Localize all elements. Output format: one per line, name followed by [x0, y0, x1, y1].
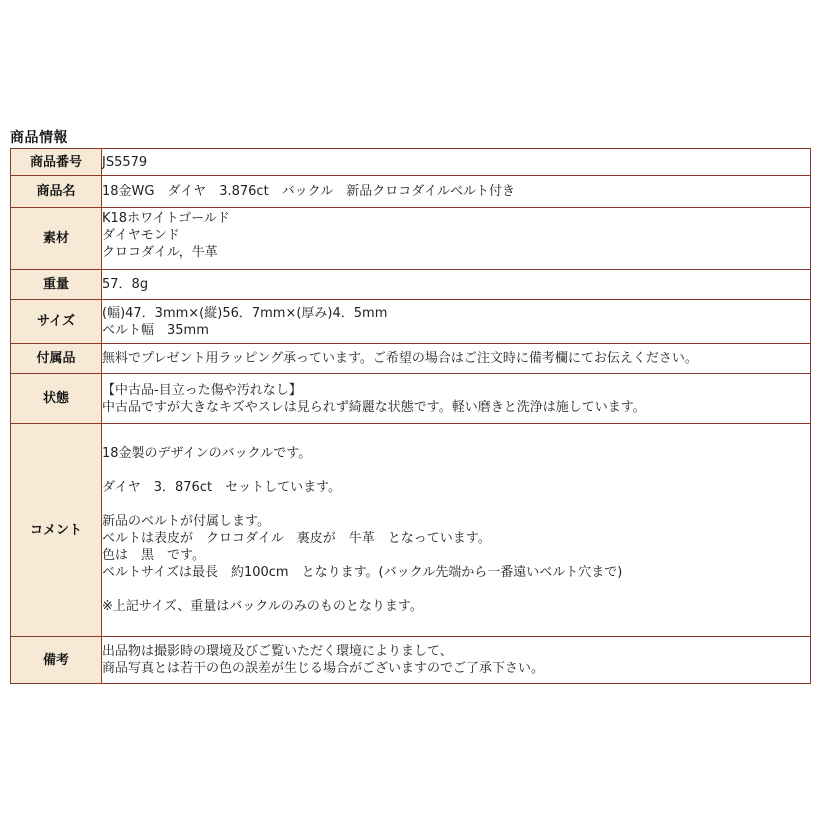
size-line: ベルト幅 35mm: [102, 322, 209, 338]
row-weight: [11, 270, 811, 300]
comment-line: 新品のベルトが付属します。: [102, 514, 270, 529]
value-comment: [102, 424, 811, 637]
value-condition: [102, 374, 811, 424]
condition-line: 【中古品-目立った傷や汚れなし】: [102, 382, 302, 398]
comment-spacer: [102, 581, 810, 598]
size-line: (幅)47．3mm×(縦)56．7mm×(厚み)4．5mm: [102, 305, 388, 321]
label-item-number: 商品番号: [11, 149, 102, 176]
remarks-line: 商品写真とは若干の色の誤差が生じる場合がございますのでご了承下さい。: [102, 661, 545, 676]
label-condition: 状態: [11, 374, 102, 424]
value-size: [102, 300, 811, 344]
material-line: K18ホワイトゴールド: [102, 211, 230, 226]
row-size: [11, 300, 811, 344]
value-item-number: JS5579: [102, 149, 811, 176]
row-comment: [11, 424, 811, 637]
comment-line: 色は 黒 です。: [102, 548, 205, 563]
comment-line: ※上記サイズ、重量はバックルのみのものとなります。: [102, 599, 423, 614]
value-item-name: 18金WG ダイヤ 3.876ct バックル 新品クロコダイルベルト付き: [102, 176, 811, 208]
row-material: [11, 208, 811, 270]
label-accessories: 付属品: [11, 344, 102, 374]
material-line: クロコダイル，牛革: [102, 245, 218, 260]
row-accessories: [11, 344, 811, 374]
label-remarks: 備考: [11, 637, 102, 684]
label-weight: 重量: [11, 270, 102, 300]
comment-spacer: [102, 496, 810, 513]
label-size: サイズ: [11, 300, 102, 344]
value-weight: 57．8g: [102, 270, 811, 300]
comment-line: ダイヤ 3．876ct セットしています。: [102, 480, 342, 495]
section-title: 商品情報: [10, 130, 68, 146]
comment-line: ベルトは表皮が クロコダイル 裏皮が 牛革 となっています。: [102, 531, 491, 546]
label-material: 素材: [11, 208, 102, 270]
row-condition: [11, 374, 811, 424]
row-item-number: [11, 149, 811, 176]
value-remarks: [102, 637, 811, 684]
material-line: ダイヤモンド: [102, 228, 180, 243]
value-accessories: 無料でプレゼント用ラッピング承っています。ご希望の場合はご注文時に備考欄にてお伝えください。: [102, 344, 811, 374]
condition-line: 中古品ですが大きなキズやスレは見られず綺麗な状態です。軽い磨きと洗浄は施しています。: [102, 399, 646, 415]
comment-spacer: [102, 462, 810, 479]
remarks-line: 出品物は撮影時の環境及びご覧いただく環境によりまして、: [102, 644, 453, 659]
product-info-table: [10, 148, 811, 684]
comment-line: ベルトサイズは最長 約100cm となります。(バックル先端から一番遠いベルト穴まで): [102, 565, 623, 580]
row-remarks: [11, 637, 811, 684]
row-item-name: [11, 176, 811, 208]
comment-line: 18金製のデザインのバックルです。: [102, 446, 312, 461]
value-material: [102, 208, 811, 270]
label-comment: コメント: [11, 424, 102, 637]
label-item-name: 商品名: [11, 176, 102, 208]
